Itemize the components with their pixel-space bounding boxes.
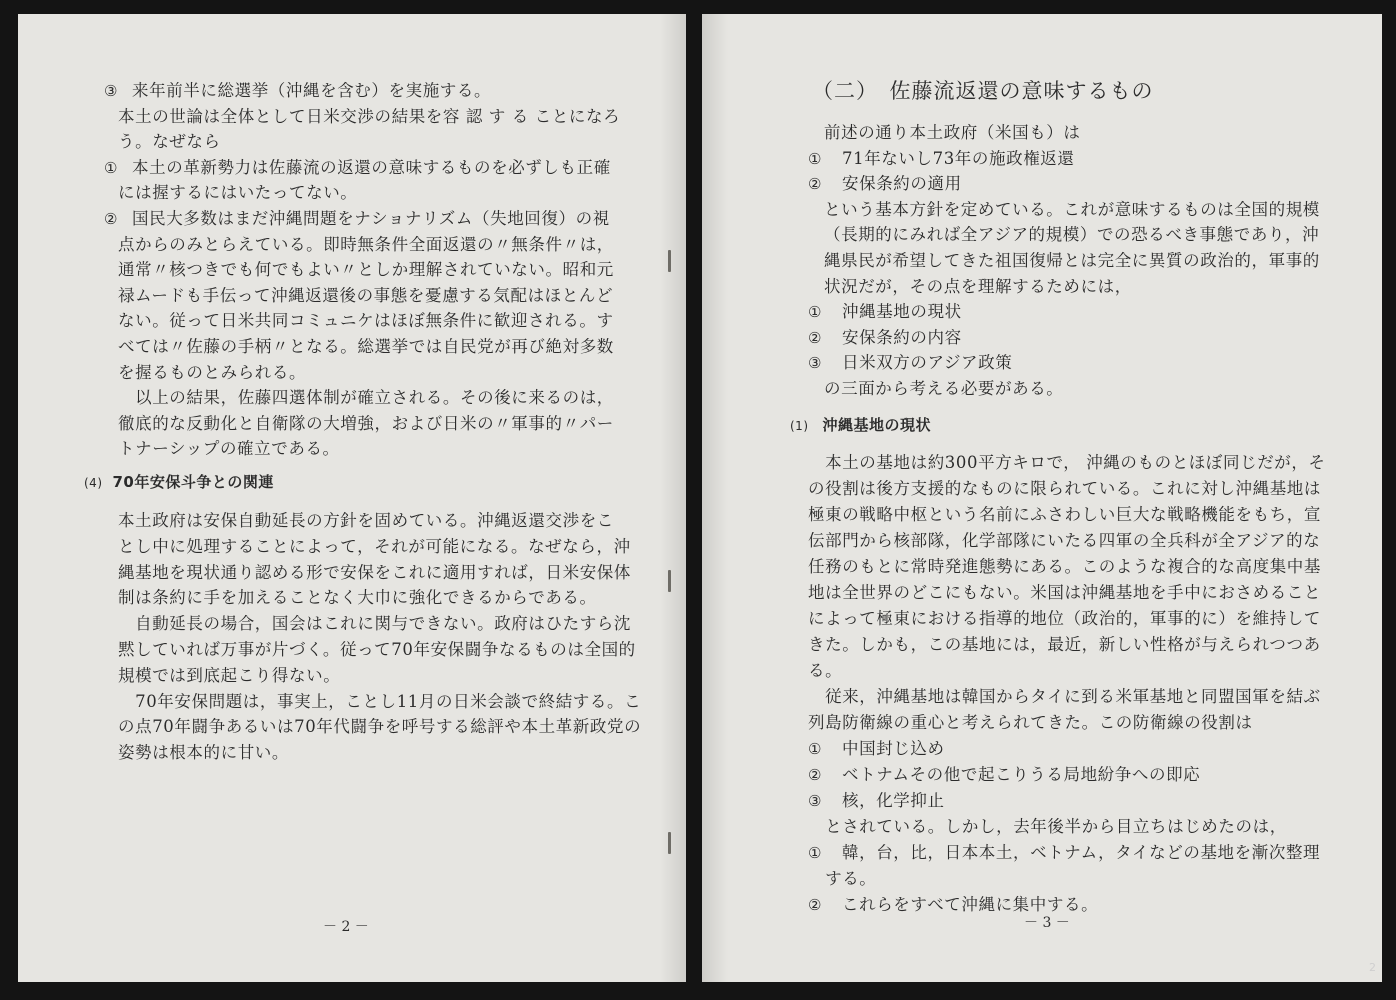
text-line: 本土の基地は約300平方キロで， 沖縄のものとほぼ同じだが，そ	[808, 453, 1326, 472]
page-number: － 2 －	[323, 919, 369, 935]
list-marker: ③	[808, 354, 822, 373]
section-heading-4	[84, 471, 274, 494]
text-line: きた。しかも，この基地には，最近，新しい性格が与えられつつあ	[808, 635, 1321, 654]
corner-mark: 2	[1369, 961, 1376, 974]
text-line: 従来，沖縄基地は韓国からタイに到る米軍基地と同盟国軍を結ぶ	[808, 687, 1321, 706]
text-line: 安保条約の適用	[842, 174, 962, 194]
text-line: べては〃佐藤の手柄〃となる。総選挙では自民党が再び絶対多数	[118, 337, 614, 356]
text-line: 前述の通り本土政府（米国も）は	[824, 123, 1081, 142]
text-line: 任務のもとに常時発進態勢にある。このような複合的な高度集中基	[808, 557, 1321, 576]
text-line: 伝部門から核部隊，化学部隊にいたる四軍の全兵科が全アジア的な	[808, 531, 1321, 550]
text-line: 本土の世論は全体として日米交渉の結果を容 認 す る ことになろ	[118, 106, 621, 126]
text-line: これらをすべて沖縄に集中する。	[842, 895, 1099, 914]
text-line: 来年前半に総選挙（沖縄を含む）を実施する。	[132, 81, 492, 100]
text-line: とし中に処理することによって，それが可能になる。なぜなら，沖	[118, 536, 631, 556]
text-line: 70年安保問題は，事実上，ことし11月の日米会談で終結する。こ	[118, 691, 642, 711]
text-line: 韓，台，比，日本本土，ベトナム，タイなどの基地を漸次整理	[842, 843, 1321, 862]
text-line: 点からのみとらえている。即時無条件全面返還の〃無条件〃は，	[118, 234, 614, 254]
left-page	[18, 14, 686, 982]
page-number: － 3 －	[1024, 915, 1070, 931]
text-line: トナーシップの確立である。	[118, 439, 340, 459]
text-line: する。	[808, 869, 877, 888]
chapter-title: （二） 佐藤流返還の意味するもの	[812, 79, 1154, 103]
staple-hole	[668, 570, 671, 592]
text-line: ない。従って日米共同コミュニケはほぼ無条件に歓迎される。す	[118, 311, 614, 331]
list-marker: ①	[808, 740, 822, 758]
gutter-shadow	[702, 14, 728, 982]
text-line: とされている。しかし，去年後半から目立ちはじめたのは，	[808, 817, 1287, 836]
text-line: によって極東における指導的地位（政治的，軍事的に）を維持して	[808, 609, 1321, 628]
text-line: 黙していれば万事が片づく。従って70年安保闘争なるものは全国的	[118, 640, 636, 659]
text-line: 通常〃核つきでも何でもよい〃としか理解されていない。昭和元	[118, 260, 614, 280]
list-marker: ③	[104, 82, 118, 100]
section-marker: (4)	[84, 476, 103, 490]
text-line: 71年ないし73年の施政権返還	[842, 148, 1075, 168]
text-line: 状況だが，その点を理解するためには，	[824, 276, 1132, 296]
text-line: 沖縄基地の現状	[842, 302, 962, 322]
list-marker: ①	[808, 844, 822, 862]
list-marker: ②	[808, 328, 822, 347]
list-marker: ②	[808, 175, 822, 194]
text-line: る。	[808, 661, 843, 680]
text-line: 縄基地を現状通り認める形で安保をこれに適用すれば，日米安保体	[118, 562, 631, 582]
text-line: 徹底的な反動化と自衛隊の大増強，および日米の〃軍事的〃パー	[118, 413, 614, 433]
text-line: 自動延長の場合，国会はこれに関与できない。政府はひたすら沈	[118, 614, 631, 634]
list-marker: ②	[104, 210, 118, 228]
text-line: の役割は後方支援的なものに限られている。これに対し沖縄基地は	[808, 479, 1321, 498]
text-line: 縄県民が希望してきた祖国復帰とは完全に異質の政治的，軍事的	[824, 251, 1320, 270]
section-heading-1	[790, 414, 931, 437]
text-line: 極東の戦略中枢という名前にふさわしい巨大な戦略機能をもち，宣	[808, 505, 1321, 524]
text-line: 安保条約の内容	[842, 327, 962, 347]
text-line: 本土の革新勢力は佐藤流の返還の意味するものを必ずしも正確	[132, 157, 611, 177]
text-line: 核，化学抑止	[842, 791, 945, 810]
list-marker: ③	[808, 792, 822, 810]
text-line: 本土政府は安保自動延長の方針を固めている。沖縄返還交渉をこ	[118, 511, 614, 530]
text-line: には握するにはいたってない。	[118, 183, 358, 203]
text-line: 規模では到底起こり得ない。	[118, 665, 341, 685]
staple-hole	[668, 832, 671, 854]
right-page	[702, 14, 1382, 982]
list-marker: ②	[808, 896, 822, 914]
text-line: という基本方針を定めている。これが意味するものは全国的規模	[824, 199, 1320, 219]
text-line: う。なぜなら	[118, 132, 221, 152]
text-line: 地は全世界のどこにもない。米国は沖縄基地を手中におさめること	[808, 583, 1321, 602]
gutter-shadow	[660, 14, 686, 982]
section-title: 沖縄基地の現状	[822, 416, 932, 434]
staple-hole	[668, 250, 671, 272]
text-line: （長期的にみれば全アジア的規模）での恐るべき事態であり，沖	[824, 225, 1320, 245]
text-line: 日米双方のアジア政策	[842, 353, 1013, 373]
list-marker: ①	[104, 158, 118, 177]
text-line: 以上の結果，佐藤四選体制が確立される。その後に来るのは，	[118, 388, 614, 408]
section-title: 70年安保斗争との関連	[112, 473, 274, 491]
text-line: 中国封じ込め	[842, 739, 945, 758]
text-line: 列島防衛線の重心と考えられてきた。この防衛線の役割は	[808, 713, 1253, 732]
text-line: の点70年闘争あるいは70年代闘争を呼号する総評や本土革新政党の	[118, 717, 642, 737]
section-marker: (1)	[790, 419, 809, 433]
text-line: 国民大多数はまだ沖縄問題をナショナリズム（失地回復）の視	[132, 209, 610, 228]
text-line: を握るものとみられる。	[118, 362, 307, 382]
list-marker: ①	[808, 149, 822, 168]
list-marker: ②	[808, 766, 822, 784]
list-marker: ①	[808, 303, 822, 322]
text-line: 姿勢は根本的に甘い。	[118, 743, 289, 763]
text-line: 制は条約に手を加えることなく大巾に強化できるからである。	[118, 588, 597, 608]
text-line: の三面から考える必要がある。	[824, 379, 1064, 398]
text-line: ベトナムその他で起こりうる局地紛争への即応	[842, 765, 1201, 784]
text-line: 禄ムードも手伝って沖縄返還後の事態を憂慮する気配はほとんど	[118, 285, 614, 305]
